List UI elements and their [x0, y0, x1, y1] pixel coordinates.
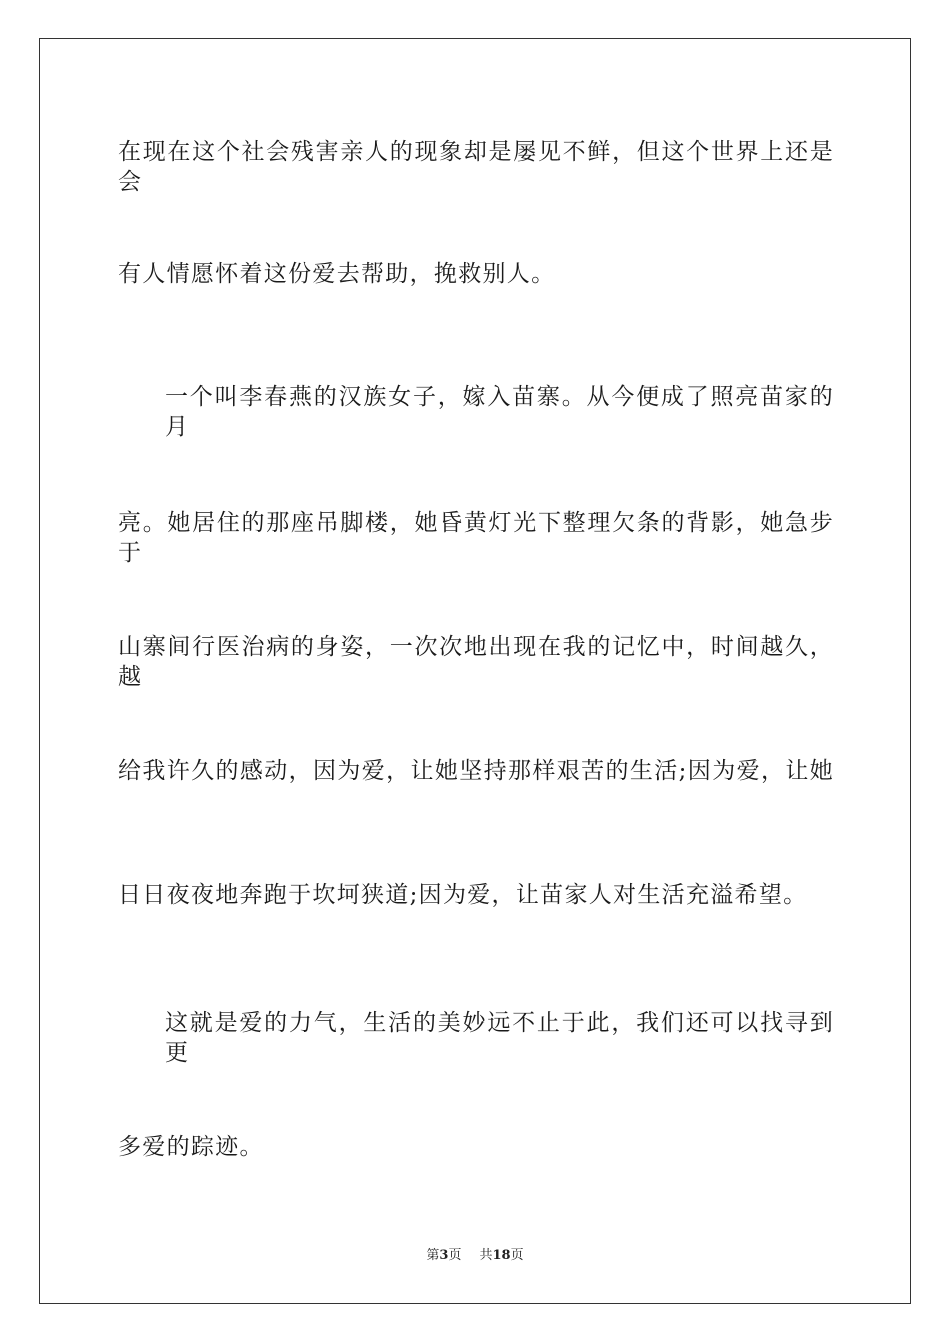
text-line-6: 给我许久的感动，因为爱，让她坚持那样艰苦的生活;因为爱，让她	[118, 758, 834, 784]
text-line-8: 这就是爱的力气，生活的美妙远不止于此，我们还可以找寻到更	[165, 1010, 834, 1066]
page-footer	[0, 1248, 950, 1264]
text-line-5: 山寨间行医治病的身姿，一次次地出现在我的记忆中，时间越久，越	[118, 634, 834, 690]
footer-total-number: 18	[492, 1248, 511, 1263]
text-line-4: 亮。她居住的那座吊脚楼，她昏黄灯光下整理欠条的背影，她急步于	[118, 510, 834, 566]
text-line-7: 日日夜夜地奔跑于坎坷狭道;因为爱，让苗家人对生活充溢希望。	[118, 882, 808, 908]
footer-page-prefix: 第	[426, 1248, 440, 1263]
footer-total-prefix: 共	[479, 1248, 493, 1263]
footer-page-number: 3	[439, 1248, 449, 1263]
text-line-3: 一个叫李春燕的汉族女子，嫁入苗寨。从今便成了照亮苗家的月	[165, 384, 834, 440]
text-line-2: 有人情愿怀着这份爱去帮助，挽救别人。	[118, 261, 556, 287]
page-border	[39, 38, 911, 1304]
text-line-9: 多爱的踪迹。	[118, 1134, 264, 1160]
text-line-1: 在现在这个社会残害亲人的现象却是屡见不鲜，但这个世界上还是会	[118, 139, 834, 195]
footer-total-suffix: 页	[510, 1248, 524, 1263]
footer-page-suffix: 页	[448, 1248, 462, 1263]
